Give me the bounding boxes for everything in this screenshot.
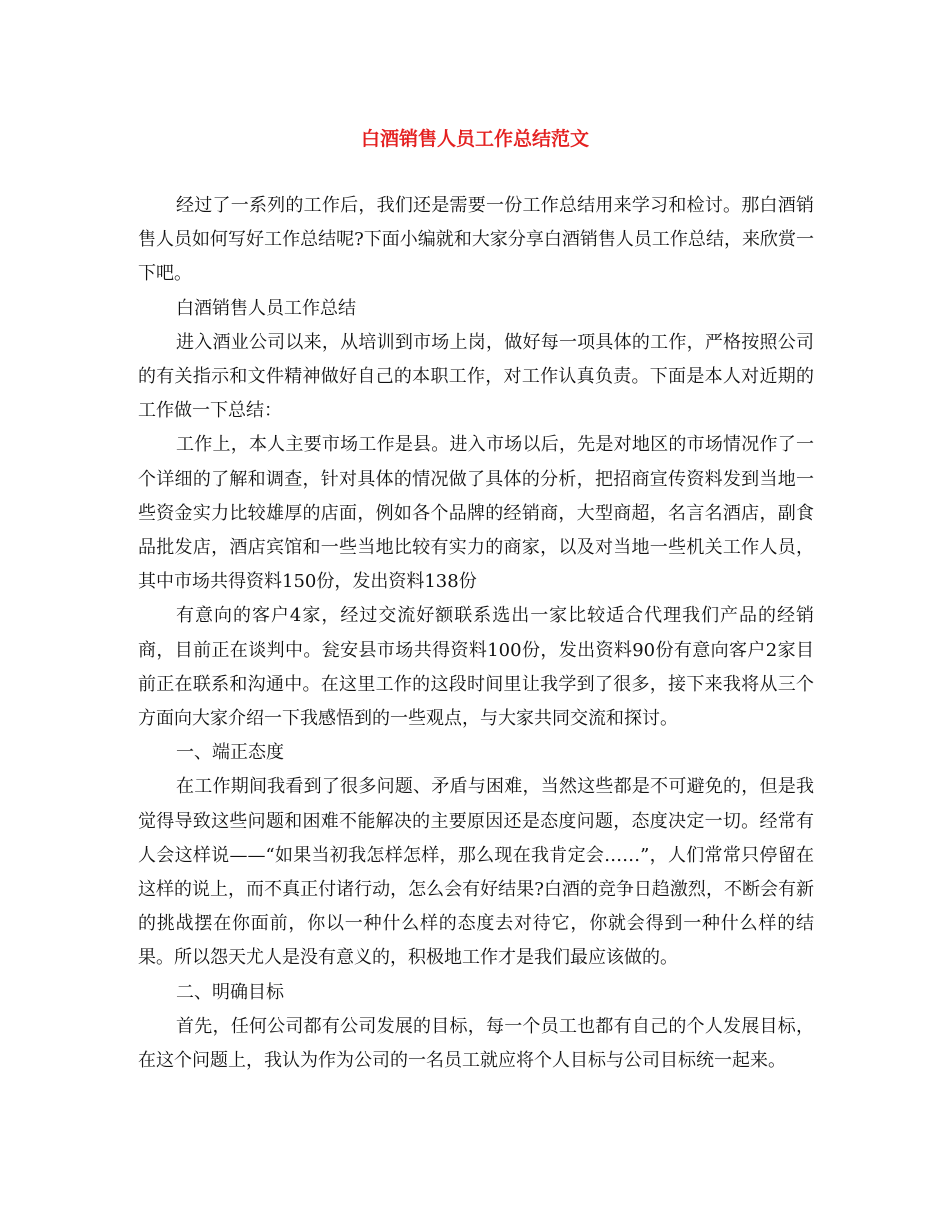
paragraph-customers: 有意向的客户4家，经过交流好额联系选出一家比较适合代理我们产品的经销商，目前正在谈判中。瓮安县市场共得资料100份，发出资料90份有意向客户2家目前正在联系和沟通中。在这里工作的这段时间里让我学到了很多，接下来我将从三个方面向大家介绍一下我感悟到的一些观点，与大家共同交流和探讨。 <box>138 605 814 730</box>
paragraph-goals: 首先，任何公司都有公司发展的目标，每一个员工也都有自己的个人发展目标，在这个问题上，我认为作为公司的一名员工就应将个人目标与公司目标统一起来。 <box>138 1015 814 1072</box>
paragraph-attitude: 在工作期间我看到了很多问题、矛盾与困难，当然这些都是不可避免的，但是我觉得导致这些问题和困难不能解决的主要原因还是态度问题，态度决定一切。经常有人会这样说——“如果当初我怎样怎样，那么现在我肯定会……”，人们常常只停留在这样的说上，而不真正付诸行动，怎么会有好结果?白酒的竞争日趋激烈，不断会有新的挑战摆在你面前，你以一种什么样的态度去对待它，你就会得到一种什么样的结果。所以怨天尤人是没有意义的，积极地工作才是我们最应该做的。 <box>138 776 814 969</box>
section-heading-summary: 白酒销售人员工作总结 <box>176 297 356 319</box>
paragraph-joining-company: 进入酒业公司以来，从培训到市场上岗，做好每一项具体的工作，严格按照公司的有关指示和文件精神做好自己的本职工作，对工作认真负责。下面是本人对近期的工作做一下总结： <box>138 331 814 422</box>
section-heading-goals: 二、明确目标 <box>176 981 284 1003</box>
section-heading-attitude: 一、端正态度 <box>176 742 284 764</box>
document-body <box>138 189 814 1078</box>
paragraph-market-work: 工作上，本人主要市场工作是县。进入市场以后，先是对地区的市场情况作了一个详细的了解和调查，针对具体的情况做了具体的分析，把招商宣传资料发到当地一些资金实力比较雄厚的店面，例如各个品牌的经销商，大型商超，名言名酒店，副食品批发店，酒店宾馆和一些当地比较有实力的商家，以及对当地一些机关工作人员，其中市场共得资料150份，发出资料138份 <box>138 434 814 593</box>
document-title: 白酒销售人员工作总结范文 <box>360 128 589 150</box>
paragraph-intro: 经过了一系列的工作后，我们还是需要一份工作总结用来学习和检讨。那白酒销售人员如何写好工作总结呢?下面小编就和大家分享白酒销售人员工作总结，来欣赏一下吧。 <box>138 195 814 285</box>
